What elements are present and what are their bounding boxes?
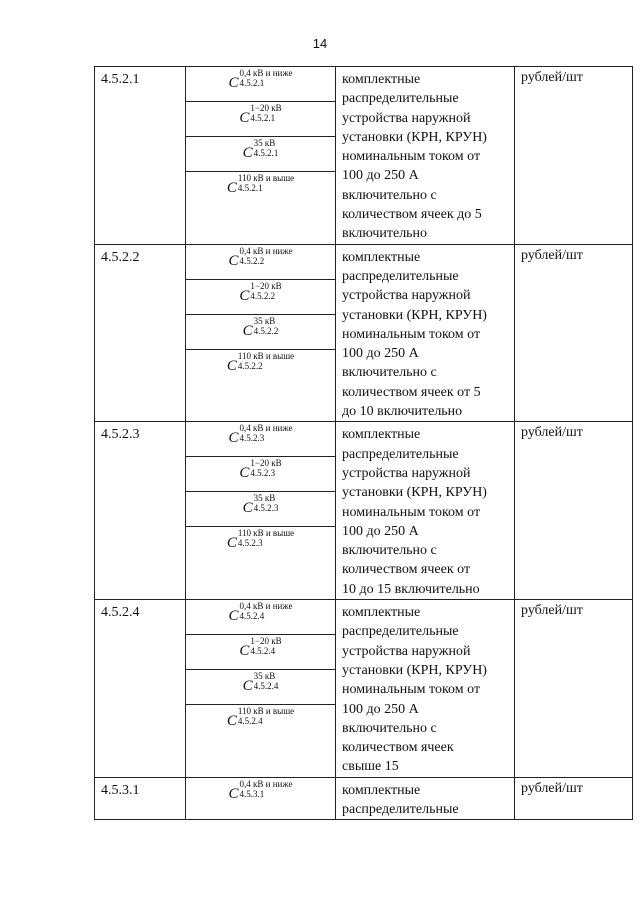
- rate-index-label: 4.5.2.2: [253, 325, 279, 336]
- description-line: установки (КРН, КРУН): [342, 307, 487, 323]
- rate-symbol-scripts: [250, 637, 281, 656]
- voltage-class-label: 35 кВ: [253, 671, 276, 682]
- description-line: включительно с: [342, 543, 437, 559]
- rate-symbol: [239, 637, 281, 660]
- rate-symbol: [239, 104, 281, 127]
- description-line: комплектные: [342, 427, 421, 443]
- rate-index-label: 4.5.2.3: [250, 468, 276, 479]
- rate-index-label: 4.5.2.3: [253, 503, 279, 514]
- description-line: установки (КРН, КРУН): [342, 129, 487, 145]
- rate-symbol-scripts: [240, 247, 293, 266]
- description-line: номинальным током от: [342, 149, 481, 165]
- description-line: свыше 15: [342, 759, 399, 775]
- rate-symbol-letter: C: [242, 678, 253, 695]
- voltage-class-label: 1−20 кВ: [250, 458, 282, 469]
- rate-symbol: [227, 174, 294, 197]
- rate-symbol-cell: [186, 600, 335, 635]
- voltage-class-label: 110 кВ и выше: [237, 706, 295, 717]
- description-line: установки (КРН, КРУН): [342, 662, 487, 678]
- rate-symbol-scripts: [254, 672, 279, 691]
- item-code: 4.5.2.4: [95, 600, 186, 778]
- description-line: количеством ячеек до 5: [342, 207, 482, 223]
- rate-symbol-letter: C: [228, 430, 239, 447]
- rate-symbol-scripts: [254, 317, 279, 336]
- description-line: распределительные: [342, 446, 459, 462]
- rate-index-label: 4.5.2.2: [239, 255, 265, 266]
- voltage-class-label: 110 кВ и выше: [237, 528, 295, 539]
- rate-symbol-scripts: [238, 707, 294, 726]
- rate-symbol-cell: [186, 315, 335, 350]
- table-row: [95, 67, 633, 245]
- rate-symbol-cell: [186, 527, 335, 562]
- rate-symbol-scripts: [240, 69, 293, 88]
- rate-symbols-cell: [186, 244, 336, 422]
- description-line: 10 до 15 включительно: [342, 581, 480, 597]
- rate-symbol-scripts: [238, 529, 294, 548]
- rate-symbol: [229, 247, 293, 270]
- rate-symbol: [229, 424, 293, 447]
- description-line: 100 до 250 А: [342, 523, 419, 539]
- rate-index-label: 4.5.2.4: [239, 611, 265, 622]
- rate-symbol-scripts: [238, 352, 294, 371]
- item-unit: рублей/шт: [515, 777, 633, 820]
- rate-symbol-cell: [186, 635, 335, 670]
- rate-symbols-cell: [186, 422, 336, 600]
- rate-index-label: 4.5.2.4: [250, 646, 276, 657]
- rate-index-label: 4.5.2.4: [253, 681, 279, 692]
- rate-index-label: 4.5.2.3: [239, 433, 265, 444]
- item-unit: рублей/шт: [515, 422, 633, 600]
- table-row: [95, 600, 633, 778]
- description-line: номинальным током от: [342, 326, 481, 342]
- description-line: количеством ячеек: [342, 740, 454, 756]
- rate-symbols-stack: [186, 67, 335, 207]
- description-line: распределительные: [342, 268, 459, 284]
- voltage-class-label: 0,4 кВ и ниже: [239, 601, 293, 612]
- rate-symbol-cell: [186, 102, 335, 137]
- item-code: 4.5.3.1: [95, 777, 186, 820]
- voltage-class-label: 0,4 кВ и ниже: [239, 68, 293, 78]
- description-line: количеством ячеек от: [342, 562, 471, 578]
- rate-symbol: [227, 529, 294, 552]
- page-number: 14: [312, 36, 328, 51]
- voltage-class-label: 1−20 кВ: [250, 103, 282, 113]
- description-line: 100 до 250 А: [342, 168, 419, 184]
- table-row: [95, 422, 633, 600]
- rate-symbol-cell: [186, 350, 335, 385]
- rate-symbol-cell: [186, 492, 335, 527]
- description-line: установки (КРН, КРУН): [342, 485, 487, 501]
- rate-index-label: 4.5.2.1: [250, 113, 276, 123]
- rate-symbol-cell: [186, 422, 335, 457]
- description-line: комплектные: [342, 72, 421, 87]
- rate-symbol-letter: C: [239, 465, 250, 482]
- rate-symbol: [243, 494, 279, 517]
- voltage-class-label: 1−20 кВ: [250, 280, 282, 291]
- voltage-class-label: 35 кВ: [253, 315, 276, 326]
- item-description: [336, 777, 515, 820]
- description-line: комплектные: [342, 605, 421, 621]
- rate-symbol-scripts: [250, 459, 281, 478]
- rate-symbol: [243, 139, 279, 162]
- description-line: комплектные: [342, 249, 421, 265]
- rate-symbol: [227, 707, 294, 730]
- description-line: распределительные: [342, 801, 459, 817]
- description-line: количеством ячеек от 5: [342, 384, 481, 400]
- rate-symbol-cell: [186, 245, 335, 280]
- item-unit: рублей/шт: [515, 600, 633, 778]
- item-unit: рублей/шт: [515, 67, 633, 245]
- rate-symbols-cell: [186, 67, 336, 245]
- description-line: 100 до 250 А: [342, 346, 419, 362]
- description-line: комплектные: [342, 782, 421, 798]
- rates-table: [94, 66, 633, 820]
- rate-symbol-cell: [186, 670, 335, 705]
- rate-symbol-cell: [186, 778, 335, 813]
- rate-index-label: 4.5.2.3: [237, 538, 263, 549]
- rate-symbol: [229, 780, 293, 803]
- table-row: [95, 244, 633, 422]
- rate-symbols-stack: [186, 778, 335, 813]
- rate-index-label: 4.5.2.2: [250, 290, 276, 301]
- rate-symbol-cell: [186, 705, 335, 740]
- rate-symbol-cell: [186, 457, 335, 492]
- rate-symbol-cell: [186, 137, 335, 172]
- item-description: [336, 244, 515, 422]
- item-description: [336, 67, 515, 245]
- rate-symbol-letter: C: [228, 252, 239, 269]
- voltage-class-label: 35 кВ: [253, 138, 276, 148]
- rate-symbol-scripts: [254, 139, 279, 158]
- rate-symbol-letter: C: [242, 500, 253, 517]
- rate-symbol: [243, 672, 279, 695]
- rate-symbols-stack: [186, 245, 335, 385]
- rate-symbol-scripts: [240, 780, 293, 799]
- rate-index-label: 4.5.2.1: [239, 78, 265, 88]
- rate-symbol-letter: C: [239, 287, 250, 304]
- rate-index-label: 4.5.2.1: [237, 183, 263, 193]
- item-code: 4.5.2.1: [95, 67, 186, 245]
- rate-symbols-cell: [186, 600, 336, 778]
- rate-index-label: 4.5.2.4: [237, 716, 263, 727]
- description-line: включительно с: [342, 365, 437, 381]
- item-unit: рублей/шт: [515, 244, 633, 422]
- rate-symbol-letter: C: [226, 713, 237, 730]
- description-line: до 10 включительно: [342, 404, 463, 420]
- description-line: устройства наружной: [342, 110, 471, 126]
- rate-symbol-letter: C: [226, 535, 237, 552]
- rate-symbol: [243, 317, 279, 340]
- description-line: устройства наружной: [342, 465, 471, 481]
- rate-symbols-cell: [186, 777, 336, 820]
- rate-symbol-letter: C: [226, 357, 237, 374]
- description-line: номинальным током от: [342, 682, 481, 698]
- rate-symbol: [229, 69, 293, 92]
- description-line: распределительные: [342, 624, 459, 640]
- rate-symbol: [227, 352, 294, 375]
- description-line: включительно: [342, 226, 428, 242]
- rate-symbol-scripts: [240, 424, 293, 443]
- rate-index-label: 4.5.2.2: [237, 360, 263, 371]
- description-line: устройства наружной: [342, 643, 471, 659]
- rate-symbol-letter: C: [242, 145, 253, 161]
- rate-index-label: 4.5.2.1: [253, 148, 279, 158]
- rate-symbol-scripts: [238, 174, 294, 193]
- rate-symbol-cell: [186, 172, 335, 207]
- voltage-class-label: 1−20 кВ: [250, 636, 282, 647]
- rate-symbol-scripts: [240, 602, 293, 621]
- rate-symbol-scripts: [250, 104, 281, 123]
- item-code: 4.5.2.2: [95, 244, 186, 422]
- description-line: включительно с: [342, 187, 437, 203]
- rate-symbol-cell: [186, 280, 335, 315]
- voltage-class-label: 110 кВ и выше: [237, 350, 295, 361]
- voltage-class-label: 0,4 кВ и ниже: [239, 245, 293, 256]
- rate-symbol-letter: C: [242, 322, 253, 339]
- rate-symbol-letter: C: [228, 608, 239, 625]
- rate-symbol-letter: C: [239, 643, 250, 660]
- rates-table-body: [95, 67, 633, 820]
- rate-symbol-cell: [186, 67, 335, 102]
- rate-symbol-scripts: [254, 494, 279, 513]
- description-line: 100 до 250 А: [342, 701, 419, 717]
- item-description: [336, 422, 515, 600]
- table-row: [95, 777, 633, 820]
- rate-symbols-stack: [186, 600, 335, 740]
- description-line: распределительные: [342, 91, 459, 107]
- rate-symbol-scripts: [250, 282, 281, 301]
- description-line: номинальным током от: [342, 504, 481, 520]
- description-line: включительно с: [342, 720, 437, 736]
- rate-symbol: [239, 282, 281, 305]
- rate-symbol: [229, 602, 293, 625]
- voltage-class-label: 110 кВ и выше: [237, 173, 295, 183]
- voltage-class-label: 0,4 кВ и ниже: [239, 778, 293, 789]
- rate-symbol-letter: C: [239, 110, 250, 126]
- rate-symbol: [239, 459, 281, 482]
- item-description: [336, 600, 515, 778]
- rate-symbol-letter: C: [228, 75, 239, 91]
- rate-symbol-letter: C: [226, 180, 237, 196]
- voltage-class-label: 35 кВ: [253, 493, 276, 504]
- item-code: 4.5.2.3: [95, 422, 186, 600]
- rate-symbols-stack: [186, 422, 335, 562]
- voltage-class-label: 0,4 кВ и ниже: [239, 423, 293, 434]
- rate-index-label: 4.5.3.1: [239, 788, 265, 799]
- rate-symbol-letter: C: [228, 785, 239, 802]
- description-line: устройства наружной: [342, 288, 471, 304]
